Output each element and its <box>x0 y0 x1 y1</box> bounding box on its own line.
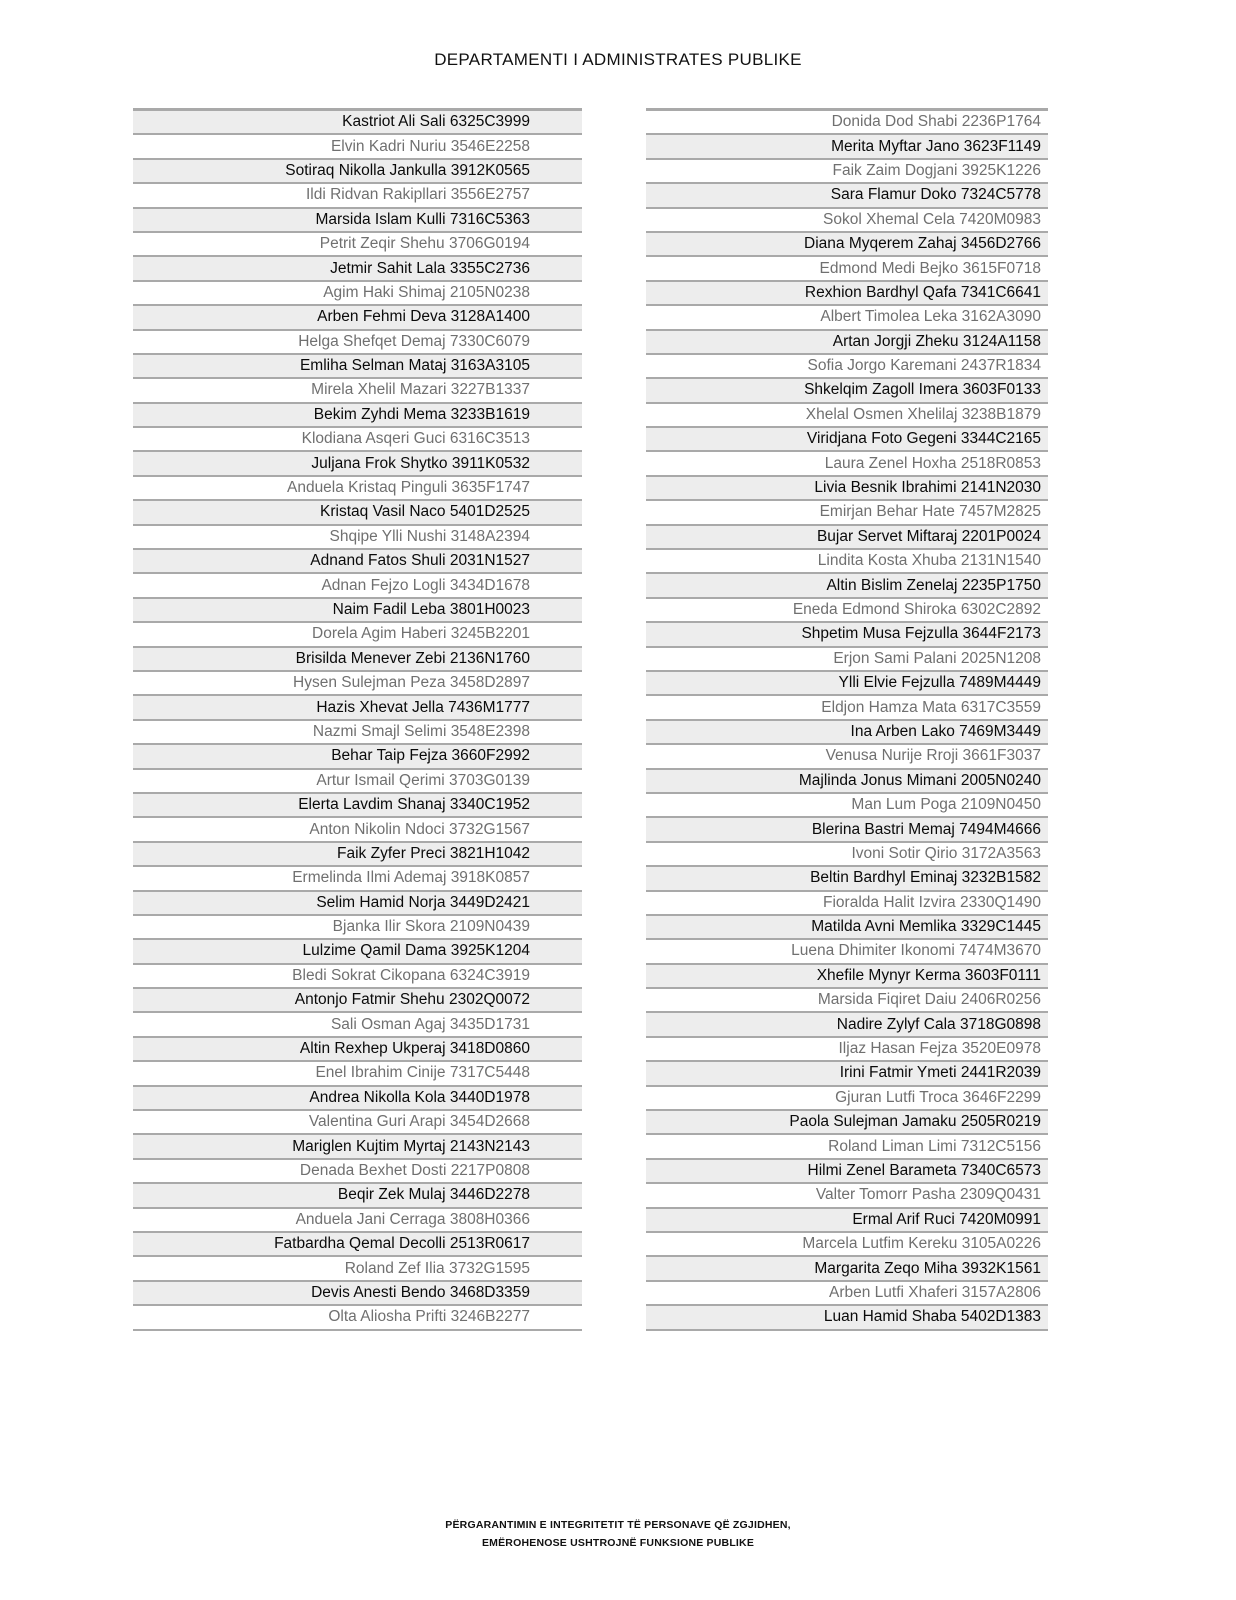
list-item: Dorela Agim Haberi 3245B2201 <box>133 623 582 647</box>
list-item: Faik Zaim Dogjani 3925K1226 <box>646 160 1048 184</box>
list-item: Emirjan Behar Hate 7457M2825 <box>646 501 1048 525</box>
left-name-column <box>133 108 582 1331</box>
list-item: Devis Anesti Bendo 3468D3359 <box>133 1282 582 1306</box>
list-item: Iljaz Hasan Fejza 3520E0978 <box>646 1038 1048 1062</box>
list-item: Donida Dod Shabi 2236P1764 <box>646 111 1048 135</box>
list-item: Ina Arben Lako 7469M3449 <box>646 721 1048 745</box>
list-item: Hilmi Zenel Barameta 7340C6573 <box>646 1160 1048 1184</box>
list-item: Altin Bislim Zenelaj 2235P1750 <box>646 574 1048 598</box>
list-item: Adnand Fatos Shuli 2031N1527 <box>133 550 582 574</box>
list-item: Marsida Islam Kulli 7316C5363 <box>133 209 582 233</box>
list-item: Kristaq Vasil Naco 5401D2525 <box>133 501 582 525</box>
list-item: Beltin Bardhyl Eminaj 3232B1582 <box>646 867 1048 891</box>
list-item: Faik Zyfer Preci 3821H1042 <box>133 843 582 867</box>
list-item: Valentina Guri Arapi 3454D2668 <box>133 1111 582 1135</box>
list-item: Mariglen Kujtim Myrtaj 2143N2143 <box>133 1135 582 1159</box>
list-item: Bekim Zyhdi Mema 3233B1619 <box>133 404 582 428</box>
list-item: Artan Jorgji Zheku 3124A1158 <box>646 331 1048 355</box>
list-item: Matilda Avni Memlika 3329C1445 <box>646 916 1048 940</box>
list-item: Juljana Frok Shytko 3911K0532 <box>133 452 582 476</box>
list-item: Hazis Xhevat Jella 7436M1777 <box>133 696 582 720</box>
list-item: Enel Ibrahim Cinije 7317C5448 <box>133 1062 582 1086</box>
list-item: Ildi Ridvan Rakipllari 3556E2757 <box>133 184 582 208</box>
list-item: Laura Zenel Hoxha 2518R0853 <box>646 452 1048 476</box>
list-item: Man Lum Poga 2109N0450 <box>646 794 1048 818</box>
list-item: Majlinda Jonus Mimani 2005N0240 <box>646 770 1048 794</box>
list-item: Anduela Kristaq Pinguli 3635F1747 <box>133 477 582 501</box>
list-item: Shkelqim Zagoll Imera 3603F0133 <box>646 379 1048 403</box>
list-item: Sokol Xhemal Cela 7420M0983 <box>646 209 1048 233</box>
list-item: Ermal Arif Ruci 7420M0991 <box>646 1209 1048 1233</box>
list-item: Nazmi Smajl Selimi 3548E2398 <box>133 721 582 745</box>
list-item: Luan Hamid Shaba 5402D1383 <box>646 1306 1048 1330</box>
footer <box>0 1516 1236 1552</box>
list-item: Livia Besnik Ibrahimi 2141N2030 <box>646 477 1048 501</box>
list-item: Valter Tomorr Pasha 2309Q0431 <box>646 1184 1048 1208</box>
list-item: Ermelinda Ilmi Ademaj 3918K0857 <box>133 867 582 891</box>
list-item: Eneda Edmond Shiroka 6302C2892 <box>646 599 1048 623</box>
list-item: Nadire Zylyf Cala 3718G0898 <box>646 1013 1048 1037</box>
list-item: Bujar Servet Miftaraj 2201P0024 <box>646 526 1048 550</box>
list-item: Anduela Jani Cerraga 3808H0366 <box>133 1209 582 1233</box>
list-item: Kastriot Ali Sali 6325C3999 <box>133 111 582 135</box>
list-item: Diana Myqerem Zahaj 3456D2766 <box>646 233 1048 257</box>
list-item: Selim Hamid Norja 3449D2421 <box>133 892 582 916</box>
list-item: Rexhion Bardhyl Qafa 7341C6641 <box>646 282 1048 306</box>
list-item: Merita Myftar Jano 3623F1149 <box>646 135 1048 159</box>
list-item: Eldjon Hamza Mata 6317C3559 <box>646 696 1048 720</box>
list-item: Sofia Jorgo Karemani 2437R1834 <box>646 355 1048 379</box>
list-item: Marcela Lutfim Kereku 3105A0226 <box>646 1233 1048 1257</box>
list-item: Xhelal Osmen Xhelilaj 3238B1879 <box>646 404 1048 428</box>
list-item: Paola Sulejman Jamaku 2505R0219 <box>646 1111 1048 1135</box>
list-item: Albert Timolea Leka 3162A3090 <box>646 306 1048 330</box>
footer-line-1: PËRGARANTIMIN E INTEGRITETIT TË PERSONAVE QË ZGJIDHEN, <box>445 1519 791 1531</box>
list-item: Adnan Fejzo Logli 3434D1678 <box>133 574 582 598</box>
list-item: Luena Dhimiter Ikonomi 7474M3670 <box>646 940 1048 964</box>
page-title: DEPARTAMENTI I ADMINISTRATES PUBLIKE <box>434 50 802 69</box>
list-item: Erjon Sami Palani 2025N1208 <box>646 648 1048 672</box>
list-item: Andrea Nikolla Kola 3440D1978 <box>133 1087 582 1111</box>
list-item: Arben Fehmi Deva 3128A1400 <box>133 306 582 330</box>
list-item: Venusa Nurije Rroji 3661F3037 <box>646 745 1048 769</box>
list-item: Bledi Sokrat Cikopana 6324C3919 <box>133 965 582 989</box>
list-item: Elerta Lavdim Shanaj 3340C1952 <box>133 794 582 818</box>
list-item: Ylli Elvie Fejzulla 7489M4449 <box>646 672 1048 696</box>
list-item: Mirela Xhelil Mazari 3227B1337 <box>133 379 582 403</box>
list-item: Altin Rexhep Ukperaj 3418D0860 <box>133 1038 582 1062</box>
list-item: Arben Lutfi Xhaferi 3157A2806 <box>646 1282 1048 1306</box>
list-item: Sotiraq Nikolla Jankulla 3912K0565 <box>133 160 582 184</box>
list-item: Edmond Medi Bejko 3615F0718 <box>646 257 1048 281</box>
list-item: Viridjana Foto Gegeni 3344C2165 <box>646 428 1048 452</box>
list-item: Roland Zef Ilia 3732G1595 <box>133 1257 582 1281</box>
list-item: Naim Fadil Leba 3801H0023 <box>133 599 582 623</box>
list-item: Agim Haki Shimaj 2105N0238 <box>133 282 582 306</box>
list-item: Irini Fatmir Ymeti 2441R2039 <box>646 1062 1048 1086</box>
list-item: Artur Ismail Qerimi 3703G0139 <box>133 770 582 794</box>
list-item: Ivoni Sotir Qirio 3172A3563 <box>646 843 1048 867</box>
list-item: Fatbardha Qemal Decolli 2513R0617 <box>133 1233 582 1257</box>
list-item: Lulzime Qamil Dama 3925K1204 <box>133 940 582 964</box>
list-item: Blerina Bastri Memaj 7494M4666 <box>646 818 1048 842</box>
list-item: Denada Bexhet Dosti 2217P0808 <box>133 1160 582 1184</box>
list-item: Olta Aliosha Prifti 3246B2277 <box>133 1306 582 1330</box>
list-item: Brisilda Menever Zebi 2136N1760 <box>133 648 582 672</box>
list-item: Petrit Zeqir Shehu 3706G0194 <box>133 233 582 257</box>
list-item: Emliha Selman Mataj 3163A3105 <box>133 355 582 379</box>
list-item: Shqipe Ylli Nushi 3148A2394 <box>133 526 582 550</box>
list-item: Marsida Fiqiret Daiu 2406R0256 <box>646 989 1048 1013</box>
list-item: Hysen Sulejman Peza 3458D2897 <box>133 672 582 696</box>
list-item: Margarita Zeqo Miha 3932K1561 <box>646 1257 1048 1281</box>
list-item: Bjanka Ilir Skora 2109N0439 <box>133 916 582 940</box>
list-item: Elvin Kadri Nuriu 3546E2258 <box>133 135 582 159</box>
list-item: Jetmir Sahit Lala 3355C2736 <box>133 257 582 281</box>
footer-line-2: EMËROHENOSE USHTROJNË FUNKSIONE PUBLIKE <box>481 1537 755 1549</box>
list-item: Behar Taip Fejza 3660F2992 <box>133 745 582 769</box>
list-item: Gjuran Lutfi Troca 3646F2299 <box>646 1087 1048 1111</box>
list-item: Beqir Zek Mulaj 3446D2278 <box>133 1184 582 1208</box>
list-item: Roland Liman Limi 7312C5156 <box>646 1135 1048 1159</box>
list-item: Lindita Kosta Xhuba 2131N1540 <box>646 550 1048 574</box>
list-item: Fioralda Halit Izvira 2330Q1490 <box>646 892 1048 916</box>
list-item: Xhefile Mynyr Kerma 3603F0111 <box>646 965 1048 989</box>
list-item: Antonjo Fatmir Shehu 2302Q0072 <box>133 989 582 1013</box>
right-name-column <box>646 108 1048 1331</box>
list-item: Klodiana Asqeri Guci 6316C3513 <box>133 428 582 452</box>
list-item: Helga Shefqet Demaj 7330C6079 <box>133 331 582 355</box>
list-item: Anton Nikolin Ndoci 3732G1567 <box>133 818 582 842</box>
list-item: Sali Osman Agaj 3435D1731 <box>133 1013 582 1037</box>
list-item: Shpetim Musa Fejzulla 3644F2173 <box>646 623 1048 647</box>
list-item: Sara Flamur Doko 7324C5778 <box>646 184 1048 208</box>
